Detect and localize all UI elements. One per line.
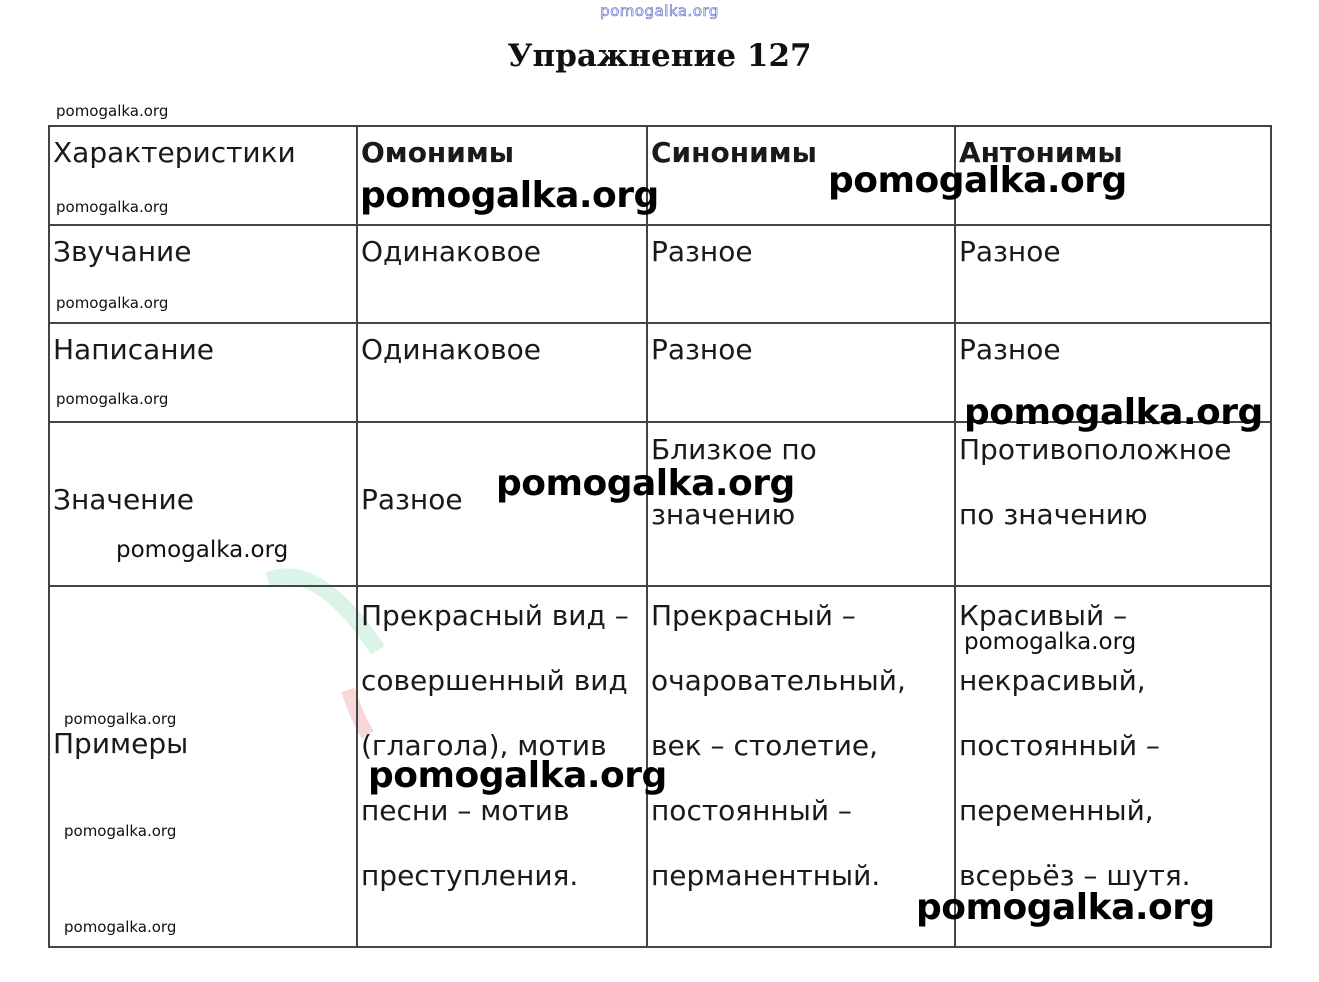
row-label: Значение <box>49 422 357 586</box>
watermark-text: pomogalka.org <box>64 918 177 936</box>
antonyms-cell: Разное <box>955 323 1271 422</box>
watermark-large: pomogalka.org <box>360 175 659 216</box>
table-row <box>49 225 1271 323</box>
header-antonyms: Антонимы <box>955 126 1271 225</box>
homonyms-cell: Прекрасный вид – совершенный вид (глагола), мотив песни – мотив преступления. <box>357 586 647 947</box>
header-homonyms: Омонимы <box>357 126 647 225</box>
watermark-large: pomogalka.org <box>916 887 1215 928</box>
header-characteristics: Характеристики <box>49 126 357 225</box>
watermark-text: pomogalka.org <box>56 102 169 120</box>
watermark-text: pomogalka.org <box>56 198 169 216</box>
page-title: Упражнение 127 <box>507 38 812 74</box>
row-label: Написание <box>49 323 357 422</box>
site-header-watermark: pomogalka.org <box>600 2 719 20</box>
row-label: Примеры <box>49 586 357 947</box>
watermark-text: pomogalka.org <box>116 537 289 563</box>
watermark-text: pomogalka.org <box>56 294 169 312</box>
homonyms-cell: Разное <box>357 422 647 586</box>
antonyms-cell: Противоположное по значению <box>955 422 1271 586</box>
synonyms-cell: Разное <box>647 225 955 323</box>
homonyms-cell: Одинаковое <box>357 323 647 422</box>
homonyms-cell: Одинаковое <box>357 225 647 323</box>
watermark-large: pomogalka.org <box>368 755 667 796</box>
synonyms-cell: Разное <box>647 323 955 422</box>
watermark-text: pomogalka.org <box>64 710 177 728</box>
synonyms-cell: Прекрасный – очаровательный, век – столетие, постоянный – перманентный. <box>647 586 955 947</box>
antonyms-cell: Разное <box>955 225 1271 323</box>
watermark-large: pomogalka.org <box>496 463 795 504</box>
watermark-text: pomogalka.org <box>64 822 177 840</box>
watermark-large: pomogalka.org <box>828 160 1127 201</box>
watermark-large: pomogalka.org <box>964 392 1263 433</box>
watermark-text: pomogalka.org <box>964 629 1137 655</box>
header-synonyms: Синонимы <box>647 126 955 225</box>
row-label: Звучание <box>49 225 357 323</box>
synonyms-cell: Близкое по значению <box>647 422 955 586</box>
watermark-text: pomogalka.org <box>56 390 169 408</box>
antonyms-cell: Красивый – некрасивый, постоянный – переменный, всерьёз – шутя. <box>955 586 1271 947</box>
